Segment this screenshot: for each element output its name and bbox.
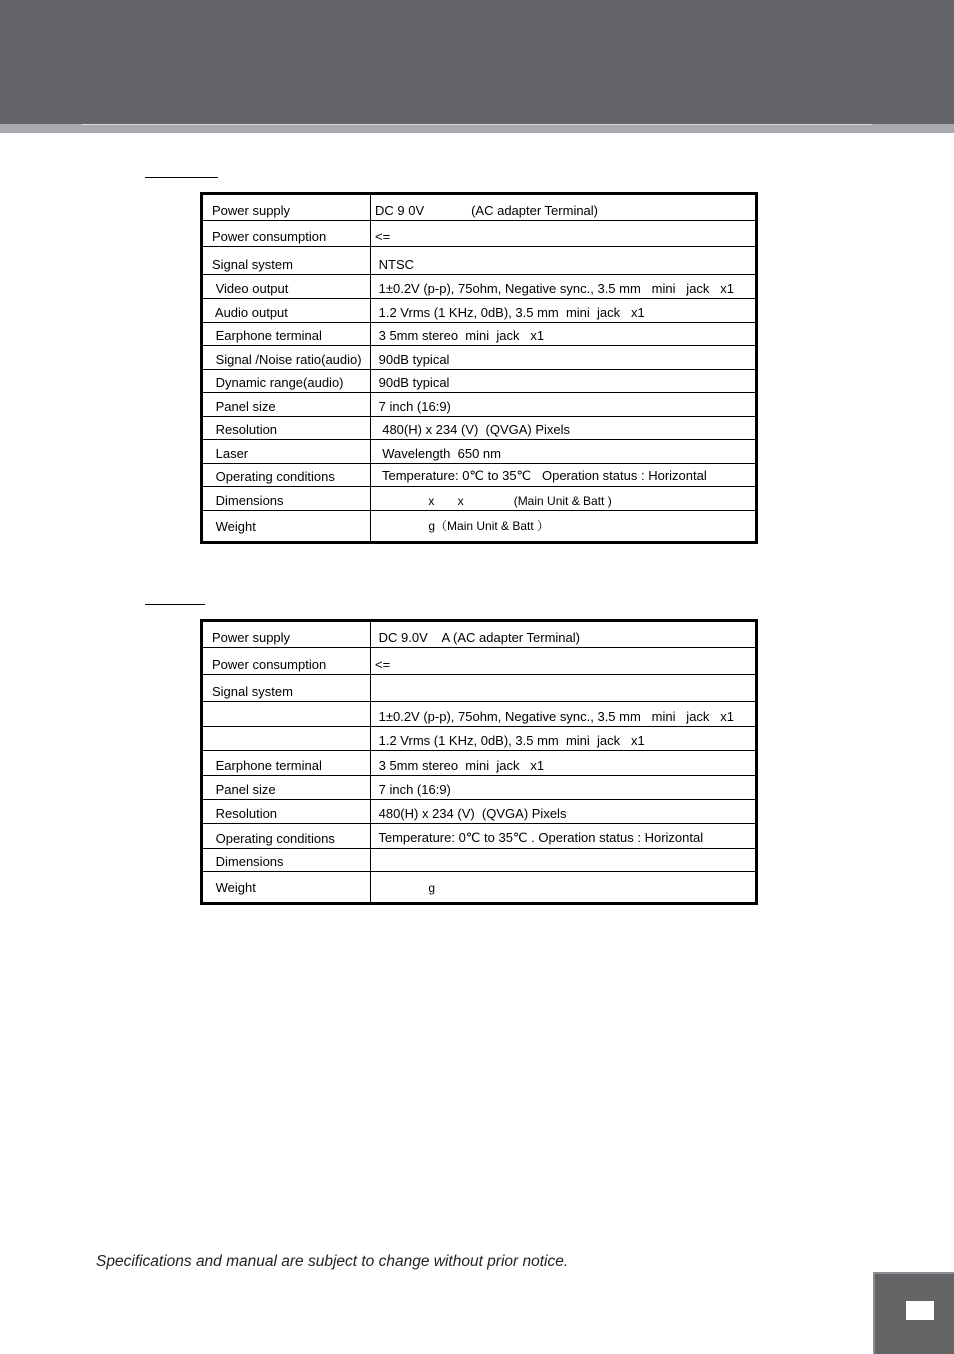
spec-value: Temperature: 0℃ to 35℃ Operation status : Horizontal [371, 464, 757, 487]
spec-value: <= [371, 648, 757, 675]
spec-label: Earphone terminal [202, 751, 371, 776]
spec-label: Dynamic range(audio) [202, 370, 371, 393]
spec-label: Signal /Noise ratio(audio) [202, 346, 371, 370]
spec-label: Dimensions [202, 849, 371, 872]
spec-value-text: g（Main Unit & Batt ） [375, 519, 550, 533]
spec-label [202, 702, 371, 727]
footer-note: Specifications and manual are subject to change without prior notice. [96, 1253, 569, 1270]
spec-value: 7 inch (16:9) [371, 776, 757, 800]
spec-value: 3 5mm stereo mini jack x1 [371, 751, 757, 776]
spec-label: Dimensions [202, 487, 371, 511]
table-row [202, 872, 757, 904]
section-2-underline [145, 604, 205, 605]
spec-label: Power consumption [202, 648, 371, 675]
spec-value: 1.2 Vrms (1 KHz, 0dB), 3.5 mm mini jack x1 [371, 727, 757, 751]
table-row [202, 800, 757, 824]
header-band [0, 0, 954, 124]
spec-label: Panel size [202, 776, 371, 800]
header-line [82, 124, 872, 125]
spec-value: <= [371, 221, 757, 247]
spec-value: Wavelength 650 nm [371, 440, 757, 464]
spec-value: 1±0.2V (p-p), 75ohm, Negative sync., 3.5 mm mini jack x1 [371, 275, 757, 299]
table-row [202, 648, 757, 675]
table-row [202, 299, 757, 323]
spec-table-2 [200, 619, 758, 905]
spec-value [371, 872, 757, 904]
spec-label: Power supply [202, 621, 371, 648]
spec-value: 1.2 Vrms (1 KHz, 0dB), 3.5 mm mini jack x1 [371, 299, 757, 323]
table-row [202, 621, 757, 648]
spec-value: NTSC [371, 247, 757, 275]
page-number-box [906, 1301, 934, 1320]
spec-value: 3 5mm stereo mini jack x1 [371, 323, 757, 346]
spec-label: Earphone terminal [202, 323, 371, 346]
table-row [202, 440, 757, 464]
table-row [202, 370, 757, 393]
spec-value [371, 675, 757, 702]
spec-label: Resolution [202, 800, 371, 824]
table-row [202, 346, 757, 370]
table-row [202, 824, 757, 849]
spec-label: Signal system [202, 247, 371, 275]
table-row [202, 247, 757, 275]
spec-label: Panel size [202, 393, 371, 417]
spec-label: Power supply [202, 194, 371, 221]
table-row [202, 487, 757, 511]
spec-label: Weight [202, 511, 371, 543]
spec-value-text: g [375, 881, 436, 895]
spec-value: Temperature: 0℃ to 35℃ . Operation status : Horizontal [371, 824, 757, 849]
spec-value: 480(H) x 234 (V) (QVGA) Pixels [371, 800, 757, 824]
table-row [202, 393, 757, 417]
table-row [202, 675, 757, 702]
spec-table-1 [200, 192, 758, 544]
spec-value: 480(H) x 234 (V) (QVGA) Pixels [371, 417, 757, 440]
spec-value [371, 849, 757, 872]
section-1-underline [145, 177, 218, 178]
table-row [202, 727, 757, 751]
spec-value: DC 9.0V A (AC adapter Terminal) [371, 621, 757, 648]
spec-label: Resolution [202, 417, 371, 440]
header-strip [0, 124, 954, 133]
table-row [202, 751, 757, 776]
spec-label: Signal system [202, 675, 371, 702]
table-row [202, 323, 757, 346]
spec-value: 7 inch (16:9) [371, 393, 757, 417]
table-row [202, 417, 757, 440]
spec-value: DC 9 0V (AC adapter Terminal) [371, 194, 757, 221]
spec-value-text: x x (Main Unit & Batt ) [375, 494, 612, 508]
spec-label: Operating conditions [202, 464, 371, 487]
table-row [202, 511, 757, 543]
table-row [202, 464, 757, 487]
spec-value [371, 511, 757, 543]
spec-label: Audio output [202, 299, 371, 323]
spec-label: Video output [202, 275, 371, 299]
spec-label: Operating conditions [202, 824, 371, 849]
spec-value [371, 487, 757, 511]
spec-value: 90dB typical [371, 346, 757, 370]
spec-value: 1±0.2V (p-p), 75ohm, Negative sync., 3.5 mm mini jack x1 [371, 702, 757, 727]
table-row [202, 221, 757, 247]
table-row [202, 275, 757, 299]
table-row [202, 776, 757, 800]
table-row [202, 702, 757, 727]
spec-value: 90dB typical [371, 370, 757, 393]
spec-label [202, 727, 371, 751]
spec-label: Laser [202, 440, 371, 464]
spec-label: Power consumption [202, 221, 371, 247]
page-tab [873, 1272, 954, 1354]
table-row [202, 849, 757, 872]
spec-label: Weight [202, 872, 371, 904]
table-row [202, 194, 757, 221]
